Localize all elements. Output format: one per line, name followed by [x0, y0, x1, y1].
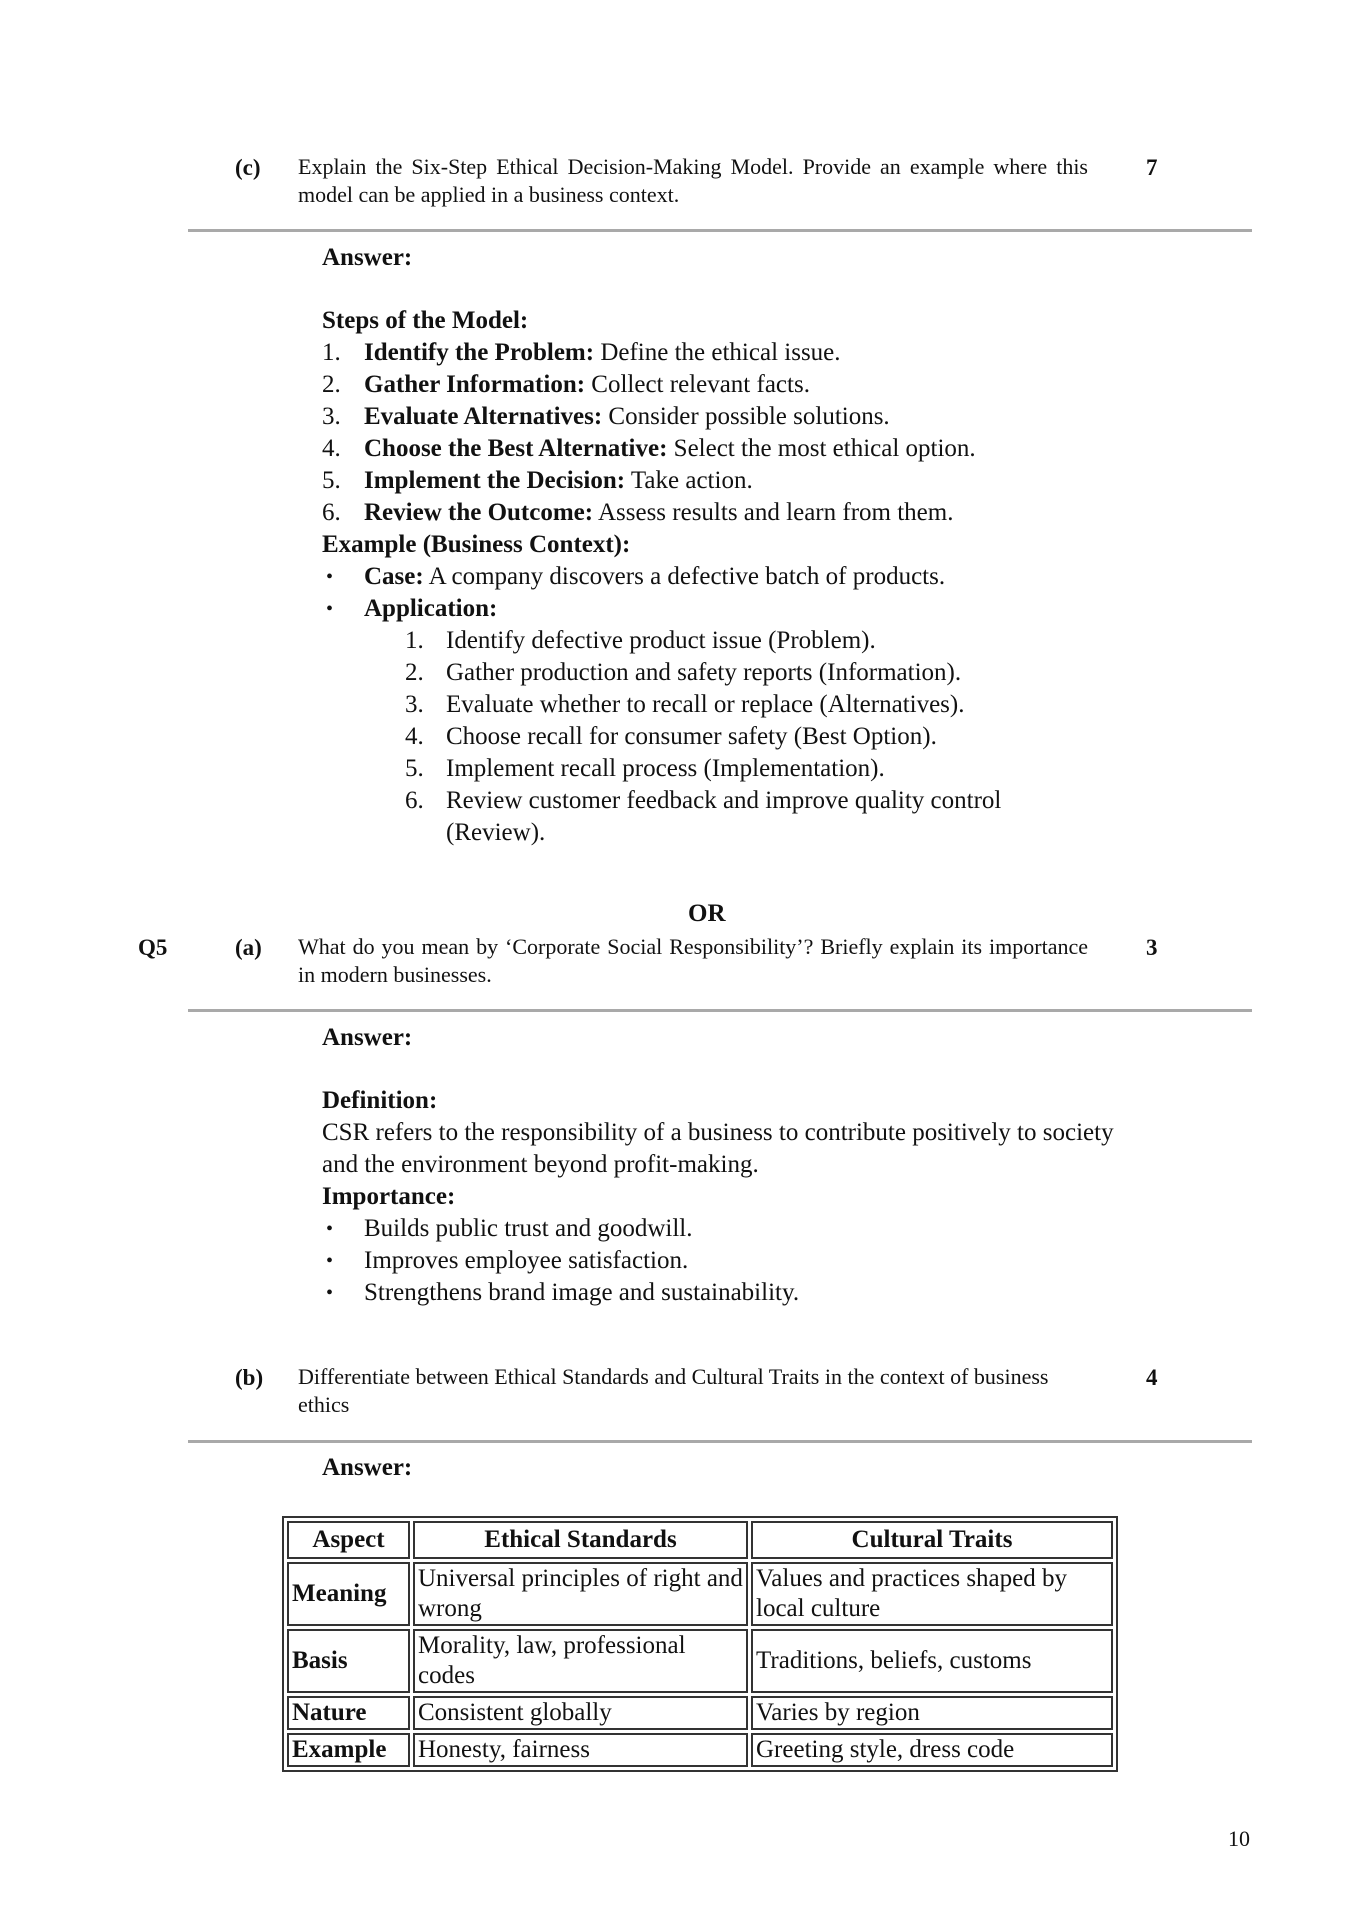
answer-block-5a — [322, 1022, 1122, 1309]
table-cell: Honesty, fairness — [413, 1733, 748, 1767]
list-item: 2. Gather production and safety reports (Information). — [405, 659, 962, 686]
list-item: 6. Review customer feedback and improve quality control (Review). — [405, 787, 1002, 846]
table-row — [287, 1629, 1113, 1693]
question-number: Q5 — [138, 935, 168, 960]
comparison-table — [282, 1516, 1118, 1772]
table-cell: Varies by region — [751, 1696, 1113, 1730]
definition-heading: Definition: — [322, 1087, 438, 1114]
list-item: • Builds public trust and goodwill. — [322, 1213, 1122, 1245]
table-row — [287, 1696, 1113, 1730]
list-item: 1. Identify the Problem: Define the ethical issue. — [322, 339, 841, 366]
question-text: Explain the Six-Step Ethical Decision-Making Model. Provide an example where this model can be applied in a business context. — [298, 154, 1088, 207]
question-part-label: (b) — [235, 1365, 264, 1390]
table-cell: Greeting style, dress code — [751, 1733, 1113, 1767]
list-item: • Improves employee satisfaction. — [322, 1245, 1122, 1277]
list-item: • Case: A company discovers a defective batch of products. — [322, 561, 1142, 593]
answer-block-c — [322, 242, 1142, 849]
table-header: Ethical Standards — [413, 1521, 748, 1559]
example-bullets — [322, 561, 1142, 625]
page-number: 10 — [1228, 1826, 1250, 1851]
steps-list — [322, 337, 1142, 529]
steps-heading: Steps of the Model: — [322, 307, 529, 334]
importance-list — [322, 1213, 1122, 1309]
question-marks: 3 — [1146, 935, 1158, 960]
question-part-label: (c) — [235, 155, 261, 180]
table-cell: Consistent globally — [413, 1696, 748, 1730]
or-separator: OR — [688, 900, 726, 927]
divider-rule — [188, 229, 1252, 232]
table-cell: Example — [287, 1733, 410, 1767]
table-header: Cultural Traits — [751, 1521, 1113, 1559]
list-item: 3. Evaluate whether to recall or replace (Alternatives). — [405, 691, 965, 718]
table-cell: Values and practices shaped by local culture — [751, 1562, 1113, 1626]
table-row — [287, 1562, 1113, 1626]
importance-heading: Importance: — [322, 1183, 456, 1210]
table-cell: Meaning — [287, 1562, 410, 1626]
list-item: 5. Implement recall process (Implementation). — [405, 755, 885, 782]
answer-label: Answer: — [322, 1454, 413, 1481]
table-cell: Nature — [287, 1696, 410, 1730]
question-text: Differentiate between Ethical Standards and Cultural Traits in the context of business ethics — [298, 1364, 1049, 1417]
table-cell: Morality, law, professional codes — [413, 1629, 748, 1693]
list-item: 4. Choose the Best Alternative: Select the most ethical option. — [322, 435, 976, 462]
table-cell: Basis — [287, 1629, 410, 1693]
definition-text: CSR refers to the responsibility of a business to contribute positively to society and the environment beyond profit-making. — [322, 1119, 1114, 1178]
example-heading: Example (Business Context): — [322, 531, 631, 558]
table-cell: Universal principles of right and wrong — [413, 1562, 748, 1626]
question-marks: 4 — [1146, 1365, 1158, 1390]
divider-rule — [188, 1440, 1252, 1443]
table-row — [287, 1733, 1113, 1767]
question-part-label: (a) — [235, 935, 262, 960]
list-item: 6. Review the Outcome: Assess results and learn from them. — [322, 499, 954, 526]
answer-label: Answer: — [322, 1024, 413, 1051]
table-cell: Traditions, beliefs, customs — [751, 1629, 1113, 1693]
table-header-row — [287, 1521, 1113, 1559]
list-item: 1. Identify defective product issue (Problem). — [405, 627, 876, 654]
application-steps — [322, 625, 1142, 849]
list-item: • Strengthens brand image and sustainability. — [322, 1277, 1122, 1309]
list-item: 4. Choose recall for consumer safety (Best Option). — [405, 723, 937, 750]
list-item: • Application: — [322, 593, 1142, 625]
question-text: What do you mean by ‘Corporate Social Responsibility’? Briefly explain its importance in modern businesses. — [298, 934, 1088, 987]
list-item: 2. Gather Information: Collect relevant facts. — [322, 371, 810, 398]
question-marks: 7 — [1146, 155, 1158, 180]
list-item: 3. Evaluate Alternatives: Consider possible solutions. — [322, 403, 890, 430]
table-header: Aspect — [287, 1521, 410, 1559]
answer-label: Answer: — [322, 244, 413, 271]
list-item: 5. Implement the Decision: Take action. — [322, 467, 753, 494]
divider-rule — [188, 1009, 1252, 1012]
